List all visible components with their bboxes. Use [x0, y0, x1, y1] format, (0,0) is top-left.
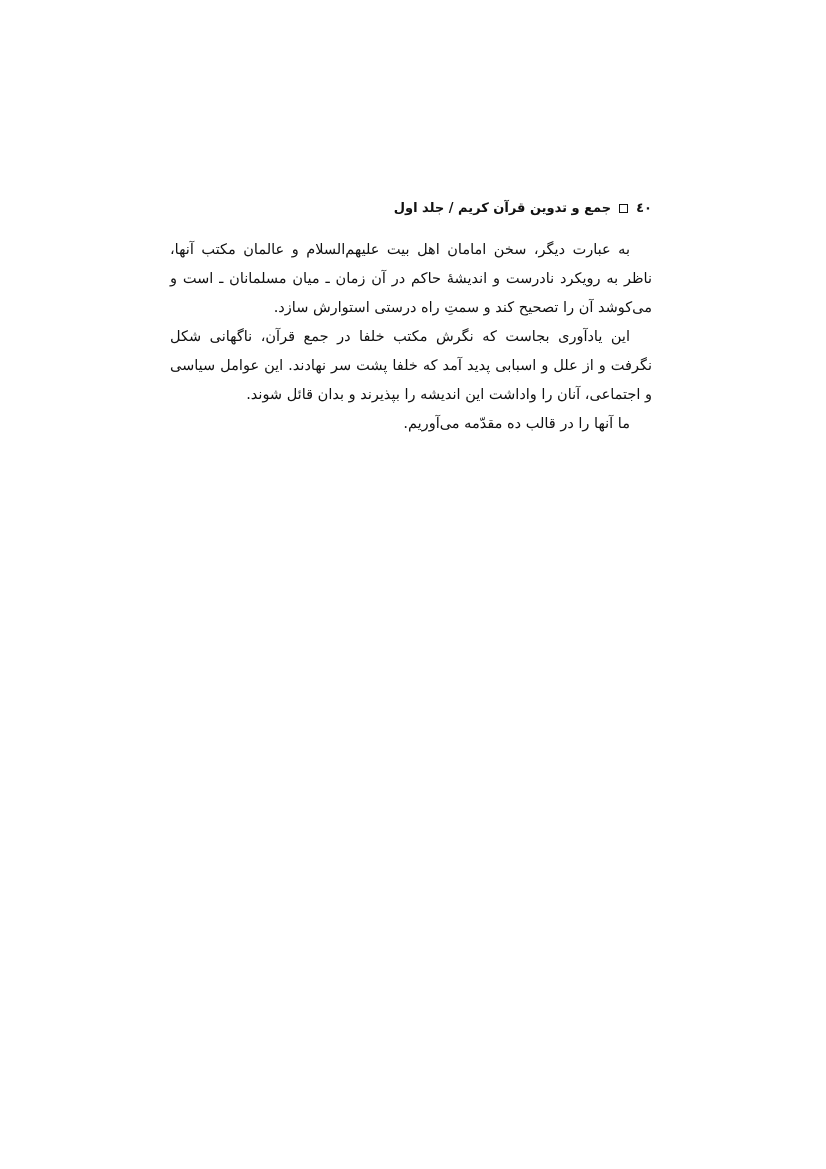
paragraph: این یادآوری بجاست که نگرش مکتب خلفا در جمع قرآن، ناگهانی شکل نگرفت و از علل و اسبابی پدید آمد که خلفا پشت سر نهادند. این عوامل سیاسی و اجتماعی، آنان را واداشت این اندیشه را بپذیرند و بدان قائل شوند.	[170, 329, 652, 403]
book-title: جمع و تدوین قرآن کریم / جلد اول	[393, 200, 612, 216]
paragraph: ما آنها را در قالب ده مقدّمه می‌آوریم.	[403, 416, 630, 432]
paragraph: به عبارت دیگر، سخن امامان اهل بیت علیهم‌السلام و عالمان مکتب آنها، ناظر به رویکرد نادرست و اندیشهٔ حاکم در آن زمان ـ میان مسلمانان ـ است و می‌کوشد آن را تصحیح کند و سمتِ راه درستی استوارش سازد.	[170, 242, 652, 316]
running-header	[170, 198, 652, 218]
page-number: ٤٠	[636, 200, 652, 216]
empty-square-icon	[619, 204, 628, 213]
body-text	[170, 236, 652, 439]
